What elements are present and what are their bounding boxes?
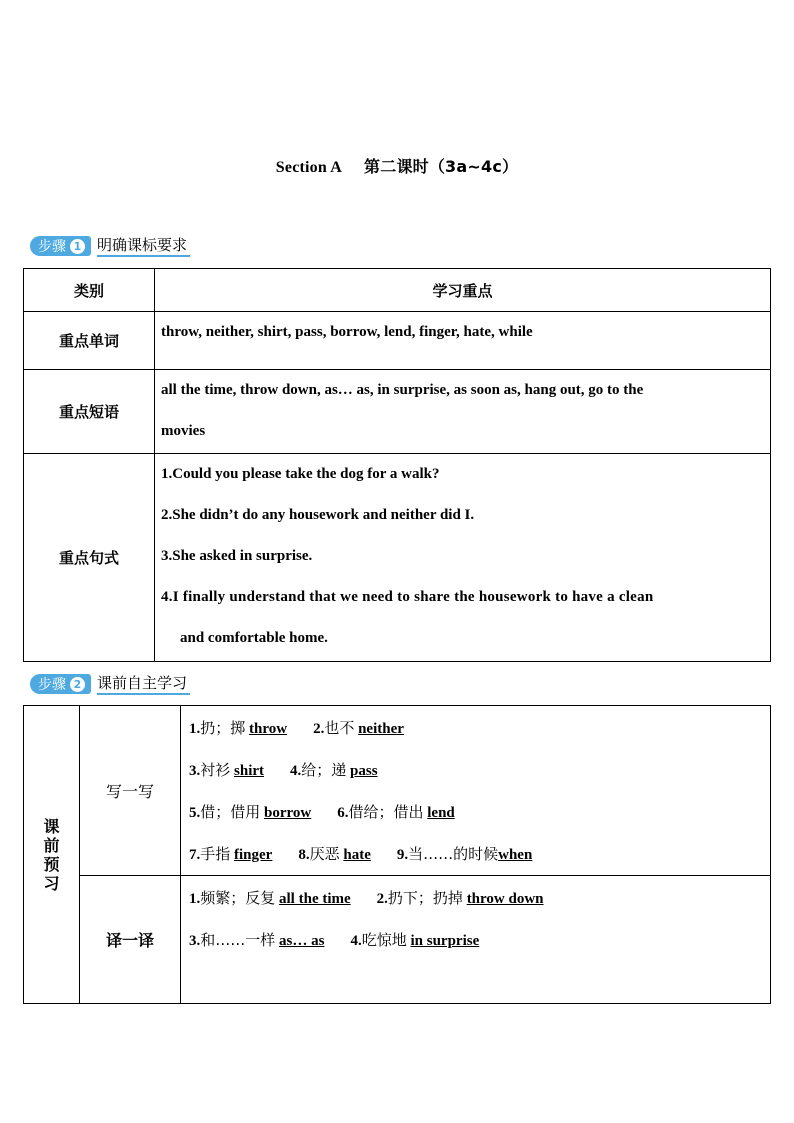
item-num: 7. bbox=[189, 847, 201, 863]
lesson-label: 第二课时（3a~4c） bbox=[364, 157, 519, 176]
item-zh: 借；借用 bbox=[200, 803, 261, 821]
item-zh: 扔下；扔掉 bbox=[387, 889, 463, 907]
item-answer: lend bbox=[427, 805, 455, 821]
item-num: 1. bbox=[189, 721, 201, 737]
item-zh: 厌恶 bbox=[309, 845, 340, 863]
list-item bbox=[189, 919, 762, 961]
step2-title: 课前自主学习 bbox=[97, 673, 190, 695]
item-zh: 衬衫 bbox=[200, 761, 231, 779]
item-num: 3. bbox=[189, 763, 201, 779]
item-zh: 借给；借出 bbox=[348, 803, 424, 821]
list-item bbox=[189, 749, 762, 791]
item-num: 3. bbox=[189, 933, 201, 949]
phrases-line1: all the time, throw down, as… as, in surprise, as soon as, hang out, go to the bbox=[161, 382, 644, 398]
item-num: 8. bbox=[298, 847, 310, 863]
item-answer: in surprise bbox=[410, 933, 480, 949]
table-row bbox=[24, 706, 771, 876]
item-zh: 扔；掷 bbox=[200, 719, 246, 737]
item-num: 4. bbox=[350, 933, 362, 949]
step2-badge-text: 步骤 bbox=[38, 677, 66, 693]
item-zh: 和……一样 bbox=[200, 931, 276, 949]
item-num: 6. bbox=[337, 805, 349, 821]
item-zh: 手指 bbox=[200, 845, 231, 863]
item-answer: all the time bbox=[279, 891, 351, 907]
item-num: 9. bbox=[396, 847, 409, 863]
preview-side-label bbox=[24, 706, 80, 1004]
step1-title: 明确课标要求 bbox=[97, 235, 190, 257]
item-num: 2. bbox=[313, 721, 325, 737]
words-label: 重点单词 bbox=[24, 312, 155, 370]
item-zh: 频繁；反复 bbox=[200, 889, 276, 907]
write-content bbox=[181, 706, 771, 876]
item-num: 1. bbox=[189, 891, 201, 907]
requirements-table bbox=[23, 268, 771, 662]
item-answer: pass bbox=[350, 763, 378, 779]
sentence-3: 3.She asked in surprise. bbox=[161, 548, 313, 564]
step1-number: 1 bbox=[70, 239, 85, 254]
item-zh: 吃惊地 bbox=[361, 931, 407, 949]
header-focus: 学习重点 bbox=[155, 269, 771, 312]
side-char: 预 bbox=[43, 854, 60, 874]
item-zh: 当……的时候 bbox=[408, 845, 499, 863]
table-row bbox=[24, 876, 771, 1004]
item-answer: when bbox=[498, 847, 533, 863]
step2-number: 2 bbox=[70, 677, 85, 692]
item-answer: throw down bbox=[466, 891, 544, 907]
table-row bbox=[24, 370, 771, 454]
item-answer: throw bbox=[249, 721, 288, 737]
step2-heading bbox=[30, 674, 190, 694]
page-title bbox=[0, 154, 794, 177]
section-label: Section A bbox=[275, 159, 343, 176]
write-label: 写一写 bbox=[80, 706, 181, 876]
list-item bbox=[189, 791, 762, 833]
sentence-4b: and comfortable home. bbox=[180, 630, 328, 646]
list-item bbox=[189, 707, 762, 749]
words-content bbox=[155, 312, 771, 370]
step1-badge bbox=[30, 236, 91, 256]
item-answer: finger bbox=[234, 847, 273, 863]
side-char: 习 bbox=[43, 873, 60, 893]
item-zh: 给；递 bbox=[301, 761, 347, 779]
phrases-line2: movies bbox=[161, 423, 206, 439]
sentences-content bbox=[155, 454, 771, 662]
step1-badge-text: 步骤 bbox=[38, 239, 66, 255]
table-row bbox=[24, 454, 771, 662]
side-char: 前 bbox=[43, 835, 60, 855]
side-char: 课 bbox=[43, 816, 60, 836]
item-answer: shirt bbox=[234, 763, 265, 779]
phrases-label: 重点短语 bbox=[24, 370, 155, 454]
sentence-4a: 4.I finally understand that we need to share the housework to have a clean bbox=[161, 589, 654, 605]
header-category: 类别 bbox=[24, 269, 155, 312]
item-answer: as… as bbox=[279, 933, 325, 949]
item-answer: hate bbox=[343, 847, 371, 863]
sentences-label: 重点句式 bbox=[24, 454, 155, 662]
list-item bbox=[189, 833, 762, 875]
phrases-content bbox=[155, 370, 771, 454]
sentence-2: 2.She didn’t do any housework and neither did I. bbox=[161, 507, 475, 523]
list-item bbox=[189, 877, 762, 919]
step1-heading bbox=[30, 236, 190, 256]
item-answer: borrow bbox=[264, 805, 312, 821]
translate-content bbox=[181, 876, 771, 1004]
preview-table bbox=[23, 705, 771, 1004]
sentence-1: 1.Could you please take the dog for a walk? bbox=[161, 466, 440, 482]
item-num: 5. bbox=[189, 805, 201, 821]
table-row bbox=[24, 312, 771, 370]
item-num: 2. bbox=[376, 891, 388, 907]
item-answer: neither bbox=[358, 721, 404, 737]
words-text: throw, neither, shirt, pass, borrow, lend, finger, hate, while bbox=[161, 324, 533, 340]
step2-badge bbox=[30, 674, 91, 694]
translate-label: 译一译 bbox=[80, 876, 181, 1004]
item-zh: 也不 bbox=[324, 719, 355, 737]
item-num: 4. bbox=[290, 763, 302, 779]
